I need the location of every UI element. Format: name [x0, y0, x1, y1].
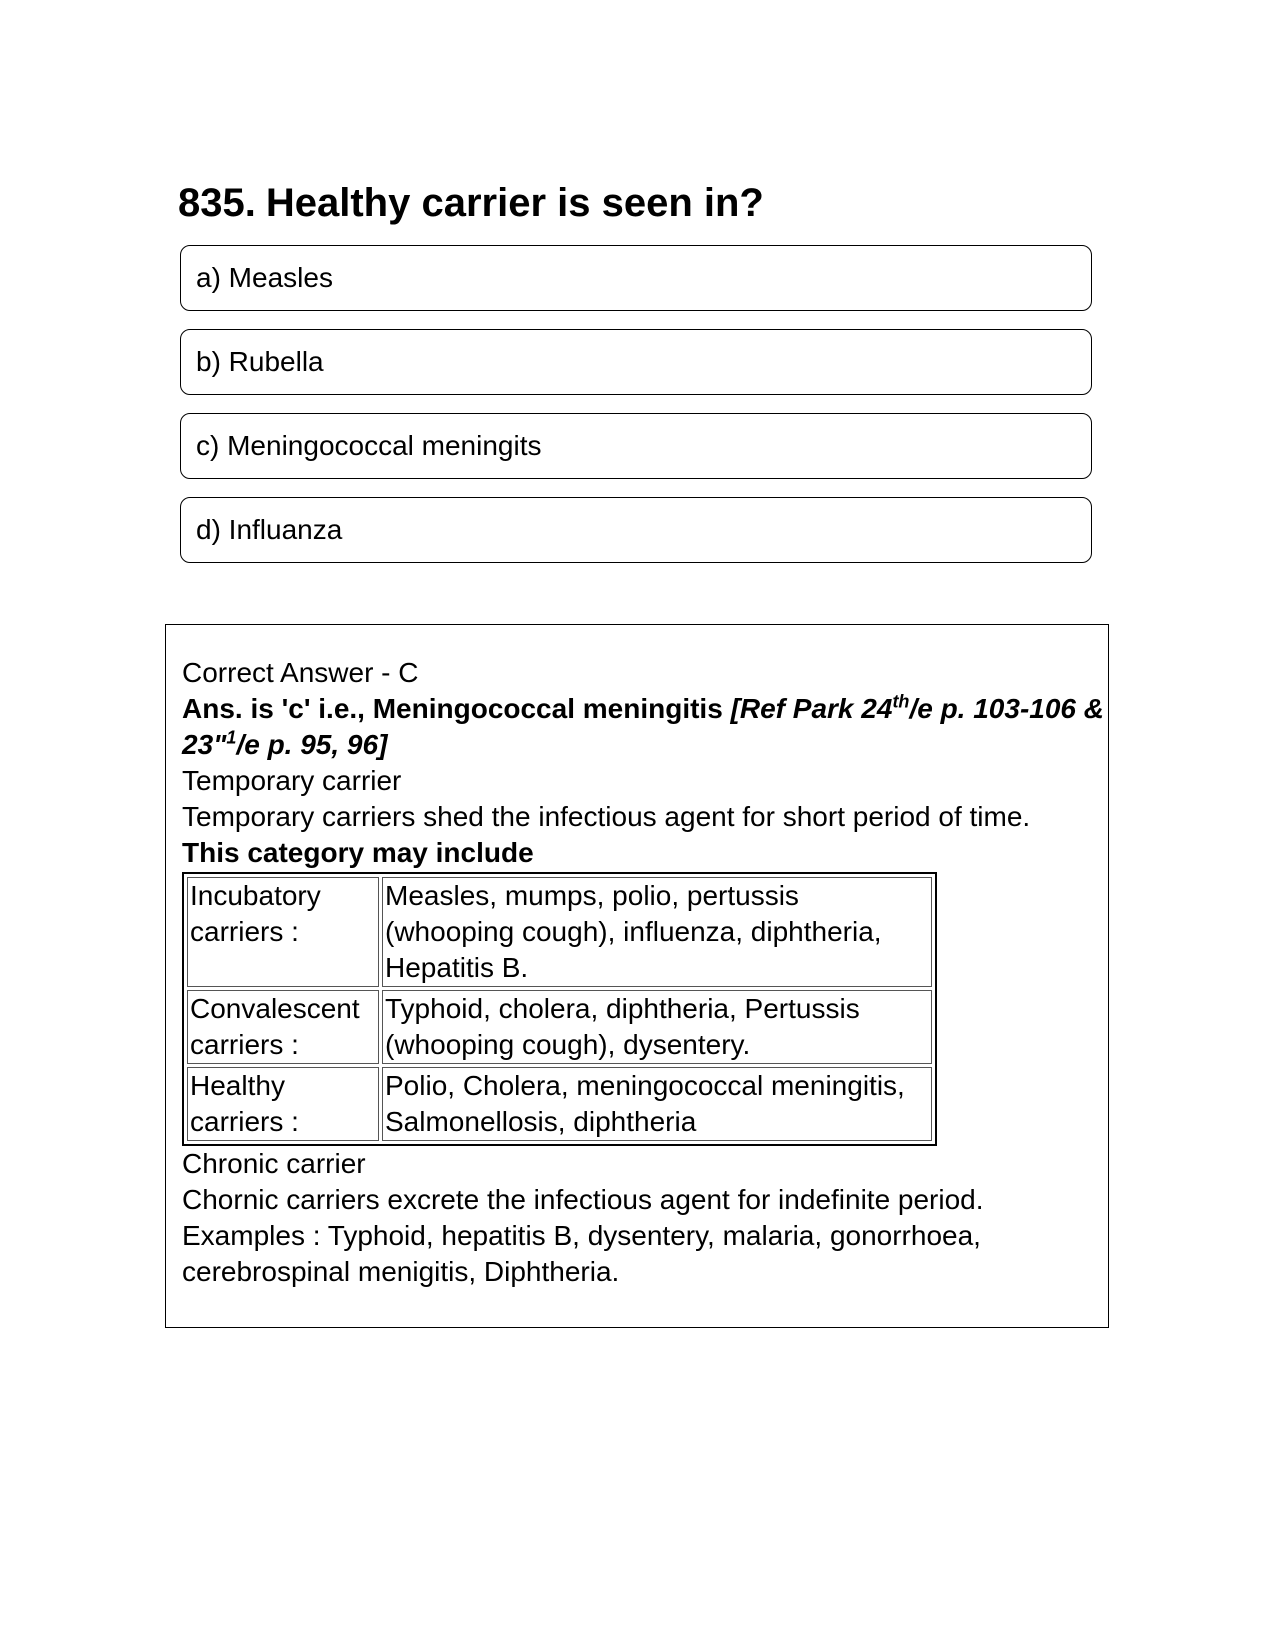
question-title [178, 178, 764, 228]
reference-part-3: /e p. 95, 96] [236, 729, 388, 760]
reference-superscript-1: th [892, 691, 910, 712]
carrier-diseases-cell: Typhoid, cholera, diphtheria, Pertussis (whooping cough), dysentery. [382, 990, 932, 1064]
carrier-type-cell: Healthy carriers : [187, 1067, 379, 1141]
table-row [187, 990, 932, 1064]
category-heading: This category may include [182, 837, 534, 868]
temporary-carrier-heading: Temporary carrier [182, 765, 402, 796]
option-c[interactable]: c) Meningococcal meningits [180, 413, 1092, 479]
option-a[interactable]: a) Measles [180, 245, 1092, 311]
chronic-carrier-text: Chornic carriers excrete the infectious agent for indefinite period. [182, 1184, 984, 1215]
question-number: 835. [178, 181, 256, 225]
chronic-examples-text: Examples : Typhoid, hepatitis B, dysentery, malaria, gonorrhoea, cerebrospinal menigitis, Diphtheria. [182, 1220, 981, 1287]
carrier-types-table [182, 872, 937, 1146]
carrier-type-cell: Convalescent carriers : [187, 990, 379, 1064]
answer-explanation-box [165, 624, 1109, 1328]
chronic-carrier-heading: Chronic carrier [182, 1148, 366, 1179]
reference-part-2: /e p. 103-106 & 23" [182, 693, 1104, 760]
table-row [187, 1067, 932, 1141]
answer-reference-line [182, 691, 1108, 763]
option-b[interactable]: b) Rubella [180, 329, 1092, 395]
correct-answer-line: Correct Answer - C [182, 657, 419, 688]
carrier-diseases-cell: Polio, Cholera, meningococcal meningitis, Salmonellosis, diphtheria [382, 1067, 932, 1141]
table-row [187, 877, 932, 987]
carrier-type-cell: Incubatory carriers : [187, 877, 379, 987]
answer-statement: Ans. is 'c' i.e., Meningococcal meningitis [182, 693, 731, 724]
question-text: Healthy carrier is seen in? [265, 181, 764, 225]
temporary-carrier-text: Temporary carriers shed the infectious agent for short period of time. [182, 801, 1031, 832]
carrier-diseases-cell: Measles, mumps, polio, pertussis (whooping cough), influenza, diphtheria, Hepatitis B. [382, 877, 932, 987]
option-d[interactable]: d) Influanza [180, 497, 1092, 563]
reference-superscript-2: 1 [226, 727, 237, 748]
reference-part-1: [Ref Park 24 [730, 693, 893, 724]
